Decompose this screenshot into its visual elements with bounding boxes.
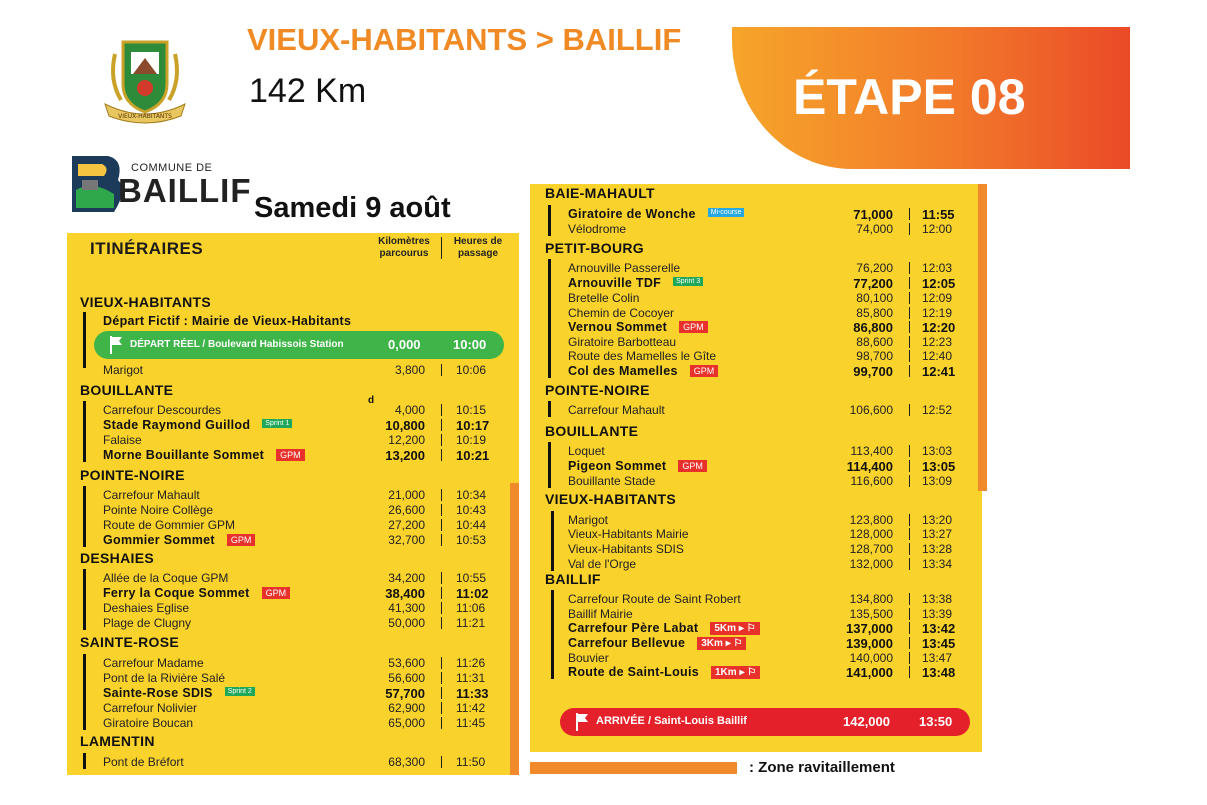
waypoint-name: Pointe Noire Collège — [103, 503, 214, 517]
town-heading-vieux-habitants: VIEUX-HABITANTS — [545, 491, 677, 507]
km-to-finish-badge: 3Km ▸ ⚐ — [697, 637, 746, 650]
waypoint-time: 11:06 — [456, 601, 486, 615]
waypoint-time: 11:45 — [456, 716, 486, 730]
waypoint-km: 65,000 — [388, 716, 425, 730]
start-label: DÉPART RÉEL / Boulevard Habissois Station — [130, 339, 344, 350]
waypoint-km: 76,200 — [856, 261, 893, 275]
waypoint-name: Stade Raymond Guillod — [103, 418, 251, 432]
column-divider — [441, 687, 442, 699]
column-divider — [909, 223, 910, 235]
town-heading-deshaies: DESHAIES — [80, 550, 154, 566]
column-divider — [441, 504, 442, 516]
waypoint-time: 12:20 — [922, 320, 956, 335]
waypoint-name: Carrefour Descourdes — [103, 403, 222, 417]
column-divider — [441, 237, 442, 259]
waypoint-km: 77,200 — [853, 276, 893, 291]
finish-time: 13:50 — [919, 714, 953, 729]
waypoint-name: Vernou Sommet — [568, 320, 668, 334]
waypoint-km: 86,800 — [853, 320, 893, 335]
km-to-finish-badge: 1Km ▸ ⚐ — [711, 666, 760, 679]
column-divider — [909, 666, 910, 678]
waypoint-name: Gommier Sommet — [103, 533, 215, 547]
km-header-line: parcourus — [379, 248, 429, 259]
waypoint-km: 88,600 — [856, 335, 893, 349]
section-rail — [548, 259, 551, 378]
waypoint-km: 132,000 — [849, 557, 893, 571]
waypoint-name: Pigeon Sommet — [568, 459, 667, 473]
waypoint-name: Giratoire Barbotteau — [568, 335, 677, 349]
town-heading-sainte-rose: SAINTE-ROSE — [80, 634, 179, 650]
waypoint-km: 12,200 — [388, 433, 425, 447]
column-divider — [909, 608, 910, 620]
waypoint-km: 68,300 — [388, 755, 425, 769]
section-rail — [83, 569, 86, 630]
waypoint-time: 12:19 — [922, 306, 953, 320]
section-rail — [551, 511, 554, 571]
waypoint-km: 56,600 — [388, 671, 425, 685]
waypoint-name: Route de Saint-Louis — [568, 665, 699, 679]
waypoint-km: 74,000 — [856, 222, 893, 236]
column-divider — [909, 404, 910, 416]
column-divider — [909, 350, 910, 362]
waypoint-time: 12:03 — [922, 261, 953, 275]
column-divider — [909, 475, 910, 487]
town-heading-bouillante: BOUILLANTE — [80, 382, 174, 398]
waypoint-name: Bouvier — [568, 651, 609, 665]
waypoint-time: 10:15 — [456, 403, 487, 417]
waypoint-time: 11:02 — [456, 586, 489, 601]
section-rail — [83, 401, 86, 462]
time-column-header — [446, 236, 510, 260]
column-divider — [909, 528, 910, 540]
km-to-finish-badge: 5Km ▸ ⚐ — [710, 622, 759, 635]
waypoint-time: 12:09 — [922, 291, 953, 305]
waypoint-name: Morne Bouillante Sommet — [103, 448, 265, 462]
waypoint-km: 139,000 — [846, 636, 893, 651]
column-divider — [441, 519, 442, 531]
column-divider — [909, 593, 910, 605]
town-heading-baillif: BAILLIF — [545, 571, 601, 587]
column-divider — [909, 637, 910, 649]
waypoint-time: 12:52 — [922, 403, 953, 417]
waypoint-time: 11:21 — [456, 616, 486, 630]
waypoint-time: 13:03 — [922, 444, 953, 458]
column-divider — [909, 262, 910, 274]
commune-name: BAILLIF — [118, 172, 252, 209]
waypoint-time: 11:31 — [456, 671, 486, 685]
waypoint-km: 135,500 — [849, 607, 893, 621]
waypoint-time: 13:47 — [922, 651, 953, 665]
waypoint-time: 12:41 — [922, 364, 956, 379]
town-heading-pointe-noire: POINTE-NOIRE — [545, 382, 650, 398]
waypoint-km: 50,000 — [388, 616, 425, 630]
waypoint-km: 106,600 — [849, 403, 893, 417]
waypoint-name: Vélodrome — [568, 222, 627, 236]
column-divider — [909, 336, 910, 348]
waypoint-time: 10:06 — [456, 363, 487, 377]
start-time: 10:00 — [453, 337, 487, 352]
gpm-badge: GPM — [276, 449, 305, 461]
waypoint-time: 11:42 — [456, 701, 486, 715]
waypoint-km: 34,200 — [388, 571, 425, 585]
waypoint-name: Sainte-Rose SDIS — [103, 686, 213, 700]
waypoint-name: Carrefour Mahault — [103, 488, 200, 502]
waypoint-km: 62,900 — [388, 701, 425, 715]
waypoint-name: Carrefour Bellevue — [568, 636, 686, 650]
waypoint-time: 10:34 — [456, 488, 487, 502]
waypoint-km: 80,100 — [856, 291, 893, 305]
column-divider — [441, 404, 442, 416]
column-divider — [909, 365, 910, 377]
waypoint-name: Bretelle Colin — [568, 291, 640, 305]
waypoint-km: 113,400 — [850, 444, 893, 458]
km-header-line: Kilomètres — [378, 236, 430, 247]
waypoint-name: Carrefour Madame — [103, 656, 204, 670]
waypoint-name: Marigot — [568, 513, 609, 527]
waypoint-time: 13:38 — [922, 592, 953, 606]
column-divider — [441, 534, 442, 546]
waypoint-name: Pont de la Rivière Salé — [103, 671, 226, 685]
column-divider — [909, 321, 910, 333]
stage-distance: 142 Km — [249, 72, 367, 110]
waypoint-name: Plage de Clugny — [103, 616, 192, 630]
waypoint-name: Col des Mamelles — [568, 364, 678, 378]
town-heading-bouillante: BOUILLANTE — [545, 423, 639, 439]
waypoint-name: Vieux-Habitants SDIS — [568, 542, 684, 556]
crest-motto: VIEUX-HABITANTS — [118, 113, 172, 120]
section-rail — [548, 401, 551, 417]
sprint-badge: Sprint 3 — [673, 277, 703, 286]
waypoint-name: Carrefour Nolivier — [103, 701, 198, 715]
waypoint-km: 114,400 — [846, 459, 893, 474]
waypoint-name: Vieux-Habitants Mairie — [568, 527, 689, 541]
waypoint-time: 13:20 — [922, 513, 953, 527]
column-divider — [441, 587, 442, 599]
waypoint-time: 10:17 — [456, 418, 490, 433]
waypoint-km: 128,000 — [849, 527, 893, 541]
column-divider — [909, 277, 910, 289]
waypoint-name: Carrefour Père Labat — [568, 621, 699, 635]
waypoint-time: 10:43 — [456, 503, 487, 517]
waypoint-km: 57,700 — [385, 686, 425, 701]
waypoint-km: 123,800 — [849, 513, 893, 527]
gpm-badge: GPM — [227, 534, 256, 546]
waypoint-name: Pont de Bréfort — [103, 755, 184, 769]
start-km: 0,000 — [388, 337, 421, 352]
waypoint-time: 10:44 — [456, 518, 487, 532]
waypoint-km: 116,600 — [850, 474, 893, 488]
waypoint-km: 53,600 — [388, 656, 425, 670]
waypoint-km: 13,200 — [385, 448, 425, 463]
waypoint-time: 10:55 — [456, 571, 487, 585]
column-divider — [441, 657, 442, 669]
waypoint-km: 41,300 — [388, 601, 425, 615]
section-rail — [551, 590, 554, 679]
waypoint-time: 13:39 — [922, 607, 953, 621]
waypoint-time: 13:05 — [922, 459, 956, 474]
waypoint-name: Route de Gommier GPM — [103, 518, 236, 532]
waypoint-time: 12:23 — [922, 335, 953, 349]
column-divider — [441, 617, 442, 629]
waypoint-name: Giratoire de Wonche — [568, 207, 696, 221]
section-rail — [548, 442, 551, 488]
refuel-zone-bar — [510, 483, 519, 775]
stray-mark: d — [368, 395, 375, 406]
waypoint-name: Ferry la Coque Sommet — [103, 586, 250, 600]
crest-logo — [95, 34, 195, 126]
column-divider — [909, 543, 910, 555]
section-rail — [83, 486, 86, 547]
stage-date: Samedi 9 août — [254, 192, 451, 224]
column-divider — [441, 756, 442, 768]
flag-icon — [574, 712, 590, 732]
waypoint-name: Allée de la Coque GPM — [103, 571, 229, 585]
waypoint-name: Arnouville Passerelle — [568, 261, 681, 275]
km-column-header — [372, 236, 436, 260]
town-heading-lamentin: LAMENTIN — [80, 733, 155, 749]
waypoint-name: Giratoire Boucan — [103, 716, 194, 730]
column-divider — [909, 514, 910, 526]
time-header-line: passage — [457, 248, 499, 259]
itinerary-title: ITINÉRAIRES — [90, 239, 204, 258]
town-heading-baie-mahault: BAIE-MAHAULT — [545, 185, 655, 201]
town-heading-pointe-noire: POINTE-NOIRE — [80, 467, 185, 483]
waypoint-km: 38,400 — [385, 586, 425, 601]
waypoint-km: 99,700 — [853, 364, 893, 379]
waypoint-km: 128,700 — [849, 542, 893, 556]
finish-label: ARRIVÉE / Saint-Louis Baillif — [596, 715, 747, 727]
column-divider — [441, 717, 442, 729]
column-divider — [909, 208, 910, 220]
column-divider — [441, 364, 442, 376]
waypoint-name: Départ Fictif : Mairie de Vieux-Habitants — [103, 314, 352, 328]
legend-text: : Zone ravitaillement — [749, 759, 895, 776]
gpm-badge: GPM — [679, 321, 708, 333]
column-divider — [909, 652, 910, 664]
waypoint-time: 13:45 — [922, 636, 956, 651]
waypoint-km: 140,000 — [849, 651, 893, 665]
town-heading-vieux-habitants: VIEUX-HABITANTS — [80, 294, 212, 310]
waypoint-km: 98,700 — [856, 349, 893, 363]
waypoint-time: 11:55 — [922, 207, 955, 222]
waypoint-name: Bouillante Stade — [568, 474, 656, 488]
column-divider — [441, 434, 442, 446]
waypoint-time: 13:48 — [922, 665, 956, 680]
column-divider — [441, 419, 442, 431]
gpm-badge: GPM — [678, 460, 707, 472]
refuel-zone-bar — [978, 184, 987, 491]
column-divider — [441, 572, 442, 584]
waypoint-name: Chemin de Cocoyer — [568, 306, 675, 320]
column-divider — [909, 292, 910, 304]
waypoint-time: 12:05 — [922, 276, 956, 291]
waypoint-time: 11:26 — [456, 656, 486, 670]
column-divider — [441, 602, 442, 614]
commune-de-label: COMMUNE DE — [131, 162, 213, 174]
waypoint-name: Loquet — [568, 444, 605, 458]
waypoint-name: Val de l'Orge — [568, 557, 637, 571]
waypoint-time: 12:00 — [922, 222, 953, 236]
column-divider — [909, 445, 910, 457]
mid-race-badge: Mi-course — [708, 208, 745, 217]
waypoint-time: 11:50 — [456, 755, 486, 769]
waypoint-time: 11:33 — [456, 686, 489, 701]
waypoint-name: Carrefour Mahault — [568, 403, 665, 417]
town-heading-petit-bourg: PETIT-BOURG — [545, 240, 644, 256]
waypoint-km: 134,800 — [849, 592, 893, 606]
section-rail — [83, 753, 86, 769]
waypoint-name: Marigot — [103, 363, 144, 377]
column-divider — [441, 702, 442, 714]
gpm-badge: GPM — [690, 365, 719, 377]
waypoint-time: 10:19 — [456, 433, 487, 447]
route-title: VIEUX-HABITANTS > BAILLIF — [247, 22, 682, 57]
waypoint-time: 13:28 — [922, 542, 953, 556]
waypoint-km: 26,600 — [388, 503, 425, 517]
waypoint-name: Carrefour Route de Saint Robert — [568, 592, 741, 606]
waypoint-km: 4,000 — [394, 403, 425, 417]
waypoint-time: 13:34 — [922, 557, 953, 571]
waypoint-km: 21,000 — [388, 488, 425, 502]
column-divider — [909, 622, 910, 634]
waypoint-time: 10:53 — [456, 533, 487, 547]
section-rail — [83, 654, 86, 730]
column-divider — [909, 307, 910, 319]
column-divider — [909, 558, 910, 570]
section-rail — [83, 312, 86, 368]
waypoint-km: 141,000 — [846, 665, 893, 680]
waypoint-time: 10:21 — [456, 448, 490, 463]
waypoint-name: Route des Mamelles le Gîte — [568, 349, 717, 363]
waypoint-km: 32,700 — [388, 533, 425, 547]
gpm-badge: GPM — [262, 587, 291, 599]
finish-km: 142,000 — [843, 714, 890, 729]
column-divider — [441, 489, 442, 501]
sprint-badge: Sprint 1 — [262, 419, 292, 428]
waypoint-name: Arnouville TDF — [568, 276, 662, 290]
waypoint-km: 85,800 — [856, 306, 893, 320]
section-rail — [548, 205, 551, 236]
flag-icon — [108, 335, 124, 355]
waypoint-km: 3,800 — [394, 363, 425, 377]
waypoint-km: 10,800 — [385, 418, 425, 433]
waypoint-km: 71,000 — [853, 207, 893, 222]
waypoint-name: Deshaies Eglise — [103, 601, 190, 615]
column-divider — [441, 672, 442, 684]
waypoint-km: 137,000 — [846, 621, 893, 636]
column-divider — [909, 460, 910, 472]
column-divider — [441, 449, 442, 461]
waypoint-name: Falaise — [103, 433, 142, 447]
sprint-badge: Sprint 2 — [225, 687, 255, 696]
legend-swatch — [530, 762, 737, 774]
waypoint-time: 13:42 — [922, 621, 956, 636]
waypoint-km: 27,200 — [388, 518, 425, 532]
waypoint-time: 13:27 — [922, 527, 953, 541]
time-header-line: Heures de — [453, 236, 503, 247]
waypoint-name: Baillif Mairie — [568, 607, 633, 621]
stage-number: ÉTAPE 08 — [793, 69, 1026, 125]
waypoint-time: 12:40 — [922, 349, 953, 363]
waypoint-time: 13:09 — [922, 474, 953, 488]
